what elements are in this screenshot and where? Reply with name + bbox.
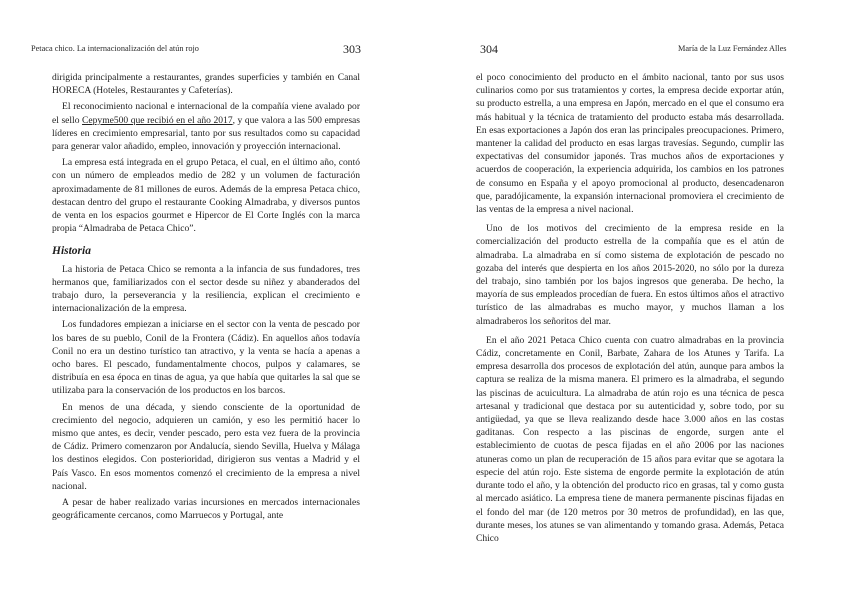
right-running-head: María de la Luz Fernández Alles	[678, 44, 787, 53]
right-text-block	[476, 71, 784, 548]
left-text-block	[52, 71, 360, 526]
paragraph: A pesar de haber realizado varias incursiones en mercados internacionales geográficamente cercanos, como Marruecos y Portugal, ante	[52, 497, 360, 522]
right-page-number: 304	[480, 42, 498, 56]
right-page	[424, 0, 848, 599]
paragraph: Los fundadores empiezan a iniciarse en el sector con la venta de pescado por los bares de su pueblo, Conil de la Frontera (Cádiz). En aquellos años todavía Conil no era un destino turístico tan atractivo, y la venta se hacía a apenas a ocho bares. El pescado, fundamentalmente chocos, pulpos y calamares, se distribuía en esa época en tinas de agua, ya que había que quitarles la sal que se utilizaba para la conservación de los productos en los barcos.	[52, 319, 360, 397]
paragraph: En menos de una década, y siendo consciente de la oportunidad de crecimiento del negocio, adquieren un camión, y eso les permitió hacer lo mismo que antes, es decir, vender pescado, pero esta vez fuera de la provincia de Cádiz. Primero comenzaron por Andalucía, siendo Sevilla, Huelva y Málaga los destinos elegidos. Con posterioridad, dirigieron sus ventas a Madrid y el País Vasco. En esos momentos comenzó el crecimiento de la empresa a nivel nacional.	[52, 401, 360, 492]
left-page-number: 303	[343, 42, 361, 56]
paragraph: La historia de Petaca Chico se remonta a la infancia de sus fundadores, tres hermanos que, familiarizados con el sector desde su niñez y abanderados del trabajo duro, la perseverancia y la resiliencia, explican el crecimiento e internacionalización de la empresa.	[52, 263, 360, 315]
paragraph: La empresa está integrada en el grupo Petaca, el cual, en el último año, contó con un número de empleados medio de 282 y un volumen de facturación aproximadamente de 81 millones de euros. Además de la empresa Petaca chico, destacan dentro del grupo el restaurante Cooking Almadraba, y diversos puntos de venta en los espacios gourmet e Hipercor de El Corte Inglés con la marca propia “Almadraba de Petaca Chico”.	[52, 157, 360, 235]
underlined-text: Cepyme500 que recibió en el año 2017	[82, 114, 233, 126]
paragraph: el poco conocimiento del producto en el ámbito nacional, tanto por sus usos culinarios como por sus tratamientos y cortes, la empresa decide exportar atún, su producto estrella, a una empresa en Japón, mercado en el que el consumo era más habitual y la técnica de tratamiento del producto estaba más desarrollada. En esas exportaciones a Japón dos eran las principales preocupaciones. Primero, mantener la calidad del producto en esas largas travesías. Segundo, cumplir las expectativas del consumidor japonés. Tras muchos años de exportaciones y acuerdos de cooperación, la experiencia adquirida, los cambios en los patrones de consumo en España y el apoyo promocional al producto, desencadenaron que, paradójicamente, la expansión internacional promoviera el crecimiento de las ventas de la empresa a nivel nacional.	[476, 72, 784, 216]
paragraph: El reconocimiento nacional e internacional de la compañía viene avalado por el sello Cepyme500 que recibió en el año 2017, y que valora a las 500 empresas líderes en crecimiento empresarial, tanto por sus resultados como su capacidad para generar valor añadido, empleo, innovación y proyección internacional.	[52, 101, 360, 153]
left-running-head: Petaca chico. La internacionalización del atún rojo	[31, 44, 199, 53]
section-heading: Historia	[52, 245, 91, 258]
paragraph: Uno de los motivos del crecimiento de la empresa reside en la comercialización del producto estrella de la compañía que es el atún de almadraba. La almadraba en sí como sistema de explotación de pescado no gozaba del interés que despierta en los años 2015-2020, no sólo por la dureza del trabajo, sino también por los bajos ingresos que generaba. De hecho, la mayoría de sus empleados procedían de fuera. En estos últimos años el atractivo turístico de las almadrabas es mucho mayor, y muchos llaman a los almadraberos los señoritos del mar.	[476, 223, 784, 327]
paragraph: dirigida principalmente a restaurantes, grandes superficies y también en Canal HORECA (Hoteles, Restaurantes y Cafeterías).	[52, 72, 360, 97]
paragraph: En el año 2021 Petaca Chico cuenta con cuatro almadrabas en la provincia Cádiz, concretamente en Conil, Barbate, Zahara de los Atunes y Tarifa. La empresa desarrolla dos procesos de explotación del atún, aunque para ambos la captura se realiza de la misma manera. El primero es la almadraba, el segundo las piscinas de acuicultura. La almadraba de atún rojo es una técnica de pesca artesanal y tradicional que destaca por su autenticidad y, sobre todo, por su antigüedad, ya que se lleva realizando desde hace 3.000 años en las costas gaditanas. Con respecto a las piscinas de engorde, surgen ante el establecimiento de cuotas de pesca fijadas en el año 2006 por las naciones atuneras como un plan de recuperación de 15 años para evitar que se agotara la especie del atún rojo. Este sistema de engorde permite la explotación de atún durante todo el año, y la obtención del producto rico en grasas, tal y como gusta al mercado asiático. La empresa tiene de manera permanente piscinas fijadas en el fondo del mar (de 120 metros por 30 metros de profundidad), en las que, durante meses, los atunes se van alimentando y tomando grasa. Además, Petaca Chico	[476, 334, 784, 544]
